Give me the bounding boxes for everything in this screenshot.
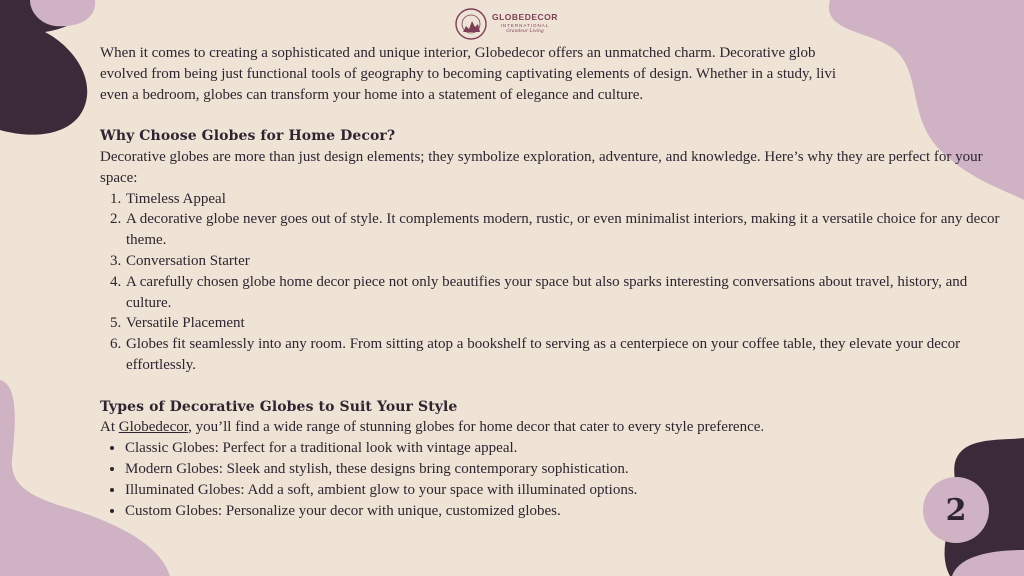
list-item: • Classic Globes: Perfect for a traditional look with vintage appeal.: [125, 438, 1000, 459]
list-item: • Custom Globes: Personalize your decor with unique, customized globes.: [125, 501, 1000, 522]
types-intro-suffix: , you’ll find a wide range of stunning globes for home decor that cater to every style preference.: [188, 419, 765, 436]
globe-types-list: [100, 438, 1000, 521]
list-item: • Modern Globes: Sleek and stylish, these designs bring contemporary sophistication.: [125, 459, 1000, 480]
globe-logo-icon: [454, 7, 488, 41]
types-intro-prefix: At: [100, 419, 119, 436]
intro-line-1: When it comes to creating a sophisticated and unique interior, Globedecor offers an unmatched charm. Decorative glob: [100, 45, 816, 61]
logo-brand: GLOBEDECOR: [492, 12, 558, 23]
types-intro: [100, 417, 1000, 438]
benefits-list: [100, 189, 1000, 376]
list-item: 2. A decorative globe never goes out of style. It complements modern, rustic, or even minimalist interiors, making it a versatile choice for any decor theme.: [125, 209, 1000, 251]
section-heading-types: Types of Decorative Globes to Suit Your Style: [100, 398, 458, 415]
intro-line-2: evolved from being just functional tools of geography to becoming captivating elements of design. Whether in a study, livi: [100, 65, 837, 82]
section-paragraph: Decorative globes are more than just design elements; they symbolize exploration, adventure, and knowledge. Here’s why they are perfect for your space:: [100, 148, 983, 186]
list-item: 1. Timeless Appeal: [125, 189, 1000, 210]
list-item: 4. A carefully chosen globe home decor piece not only beautifies your space but also sparks interesting conversations about travel, history, and culture.: [125, 272, 1000, 314]
document-body: [100, 43, 1000, 521]
logo-tagline: Grandeur Living: [506, 29, 544, 35]
page-number-badge: 2: [923, 477, 989, 543]
globedecor-logo: [454, 5, 558, 43]
list-item: 6. Globes fit seamlessly into any room. From sitting atop a bookshelf to serving as a centerpiece on your coffee table, they elevate your decor effortlessly.: [125, 334, 1000, 376]
section-heading-why-globes: Why Choose Globes for Home Decor?: [100, 128, 396, 145]
logo-subtitle: INTERNATIONAL: [500, 22, 550, 28]
intro-line-3: even a bedroom, globes can transform your home into a statement of elegance and culture.: [100, 86, 644, 103]
list-item: 3. Conversation Starter: [125, 251, 1000, 272]
globedecor-link[interactable]: Globedecor: [118, 419, 189, 436]
list-item: 5. Versatile Placement: [125, 313, 1000, 334]
list-item: • Illuminated Globes: Add a soft, ambient glow to your space with illuminated options.: [125, 480, 1000, 501]
